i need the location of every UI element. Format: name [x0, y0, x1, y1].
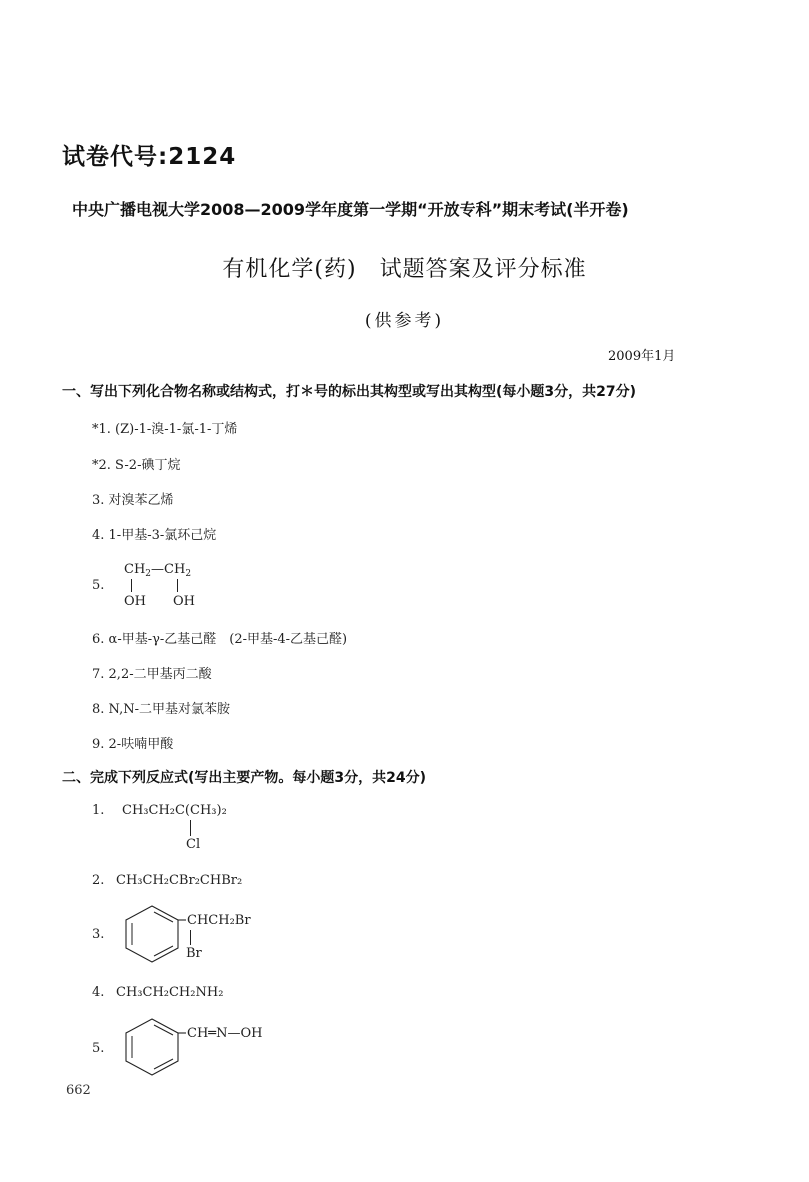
- item5-ch2-left: CH: [124, 562, 146, 577]
- item5-oh-right: OH: [173, 594, 195, 609]
- item5-formula-top: $CH_2—CH_2$: [124, 562, 192, 579]
- benzene-ring-icon: [116, 903, 188, 965]
- section1-item-7: 7. 2,2-二甲基丙二酸: [92, 667, 212, 682]
- section1-item-8: 8. N,N-二甲基对氯苯胺: [92, 702, 230, 717]
- section1-item-6: 6. α-甲基-γ-乙基己醛 (2-甲基-4-乙基己醛): [92, 632, 348, 647]
- section1-heading: 一、写出下列化合物名称或结构式，打＊号的标出其构型或写出其构型(每小题3分，共27分): [62, 384, 637, 400]
- section1-item-3: 3. 对溴苯乙烯: [92, 493, 174, 508]
- exam-header: 中央广播电视大学2008—2009学年度第一学期“开放专科”期末考试(半开卷): [72, 200, 629, 219]
- exam-date: 2009年1月: [608, 349, 676, 364]
- section2-item-3-substituent: Br: [186, 946, 202, 961]
- section1-item-9: 9. 2-呋喃甲酸: [92, 737, 174, 752]
- section2-item-2-number: 2.: [92, 873, 105, 888]
- page-number: 662: [66, 1083, 91, 1098]
- item5-bond-left: [131, 579, 132, 592]
- paper-code: 试卷代号:2124: [62, 144, 237, 170]
- item5-bond-right: [177, 579, 178, 592]
- section2-item-4-formula: CH₃CH₂CH₂NH₂: [116, 985, 224, 1000]
- item5-bond: —: [151, 562, 165, 577]
- section2-heading: 二、完成下列反应式(写出主要产物。每小题3分，共24分): [62, 770, 427, 786]
- item5-ch2-right: CH: [164, 562, 186, 577]
- section2-item-5-number: 5.: [92, 1041, 105, 1056]
- section2-item-1-bond: [190, 820, 191, 836]
- section2-item-1-number: 1.: [92, 803, 105, 818]
- exam-note: (供参考): [364, 311, 445, 331]
- section1-item-4: 4. 1-甲基-3-氯环己烷: [92, 528, 217, 543]
- section1-item-5-number: 5.: [92, 578, 105, 593]
- section2-item-1-substituent: Cl: [186, 837, 201, 852]
- section1-item-1: *1. (Z)-1-溴-1-氯-1-丁烯: [92, 422, 238, 437]
- item5-oh-left: OH: [124, 594, 146, 609]
- section2-item-3-side-chain: CHCH₂Br: [187, 913, 251, 928]
- section1-item-2: *2. S-2-碘丁烷: [92, 458, 181, 473]
- section2-item-3-bond: [190, 930, 191, 945]
- section2-item-1-formula: CH₃CH₂C(CH₃)₂: [122, 803, 227, 818]
- benzene-ring-icon: [116, 1016, 188, 1078]
- section2-item-5-side-chain: CH═N—OH: [187, 1026, 263, 1041]
- section2-item-3-number: 3.: [92, 927, 105, 942]
- section2-item-4-number: 4.: [92, 985, 105, 1000]
- section2-item-2-formula: CH₃CH₂CBr₂CHBr₂: [116, 873, 243, 888]
- exam-title: 有机化学(药) 试题答案及评分标准: [222, 257, 587, 282]
